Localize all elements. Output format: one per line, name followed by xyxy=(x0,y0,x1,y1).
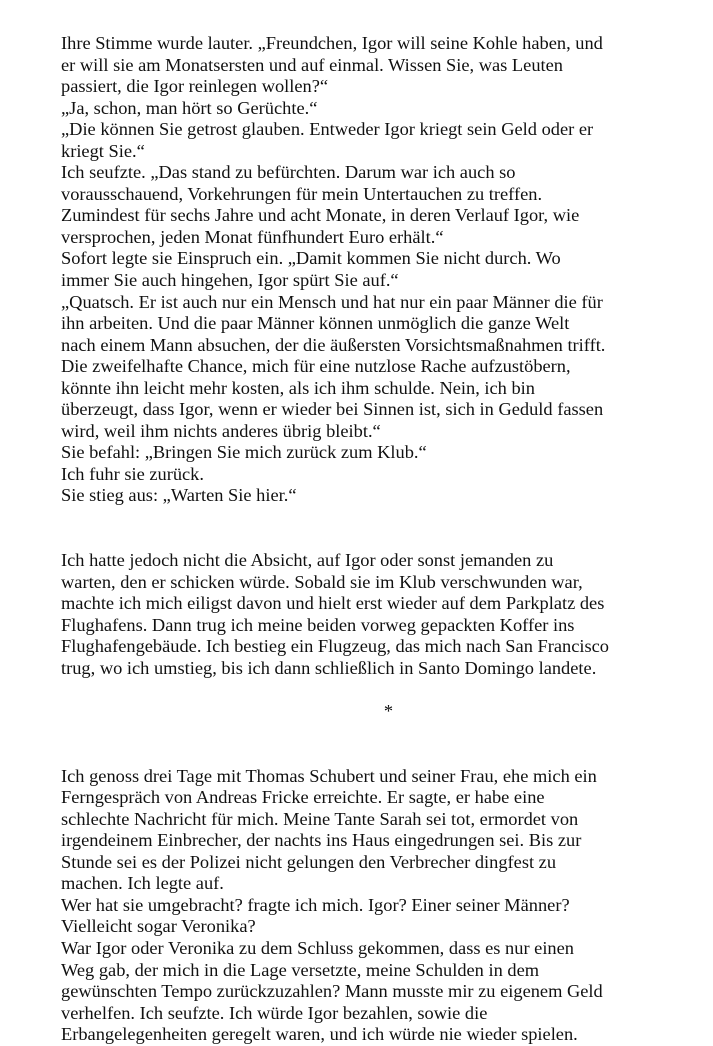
text-line: Zumindest für sechs Jahre und acht Monate, in deren Verlauf Igor, wie xyxy=(61,205,580,226)
text-line: „Die können Sie getrost glauben. Entweder Igor kriegt sein Geld oder er xyxy=(61,119,594,140)
paragraph-block-1 xyxy=(61,33,676,507)
text-line: nach einem Mann absuchen, der die äußersten Vorsichtsmaßnahmen trifft. xyxy=(61,334,606,355)
text-line: gewünschten Tempo zurückzuzahlen? Mann musste mir zu eigenem Geld xyxy=(61,981,603,1002)
text-line: Sofort legte sie Einspruch ein. „Damit kommen Sie nicht durch. Wo xyxy=(61,248,561,269)
text-line: Die zweifelhafte Chance, mich für eine nutzlose Rache aufzustöbern, xyxy=(61,356,571,377)
text-line: „Ja, schon, man hört so Gerüchte.“ xyxy=(61,97,318,118)
text-line: Weg gab, der mich in die Lage versetzte, meine Schulden in dem xyxy=(61,959,540,980)
text-line: Ihre Stimme wurde lauter. „Freundchen, Igor will seine Kohle haben, und xyxy=(61,33,603,53)
text-line: Ferngespräch von Andreas Fricke erreichte. Er sagte, er habe eine xyxy=(61,787,545,808)
text-line: trug, wo ich umstieg, bis ich dann schließlich in Santo Domingo landete. xyxy=(61,657,597,678)
section-separator: * xyxy=(383,700,394,721)
text-line: Flughafens. Dann trug ich meine beiden vorweg gepackten Koffer ins xyxy=(61,614,575,635)
text-line: immer Sie auch hingehen, Igor spürt Sie auf.“ xyxy=(61,270,399,291)
text-line: warten, den er schicken würde. Sobald sie im Klub verschwunden war, xyxy=(61,571,583,592)
paragraph-block-2 xyxy=(61,550,676,679)
text-line: Stunde sei es der Polizei nicht gelungen den Verbrecher dingfest zu xyxy=(61,851,557,872)
text-line: Vielleicht sogar Veronika? xyxy=(61,916,256,937)
text-line: Ich fuhr sie zurück. xyxy=(61,463,204,484)
paragraph-gap xyxy=(61,507,676,550)
document-page xyxy=(61,33,676,1046)
text-line: kriegt Sie.“ xyxy=(61,140,145,161)
text-line: er will sie am Monatsersten und auf einmal. Wissen Sie, was Leuten xyxy=(61,54,563,75)
text-line: vorausschauend, Vorkehrungen für mein Untertauchen zu treffen. xyxy=(61,183,543,204)
text-line: „Quatsch. Er ist auch nur ein Mensch und hat nur ein paar Männer die für xyxy=(61,291,603,312)
text-line: Sie stieg aus: „Warten Sie hier.“ xyxy=(61,485,297,506)
text-line: Erbangelegenheiten geregelt waren, und ich würde nie wieder spielen. xyxy=(61,1024,578,1045)
text-line: wird, weil ihm nichts anderes übrig bleibt.“ xyxy=(61,420,381,441)
text-line: Wer hat sie umgebracht? fragte ich mich. Igor? Einer seiner Männer? xyxy=(61,894,570,915)
text-line: Flughafengebäude. Ich bestieg ein Flugzeug, das mich nach San Francisco xyxy=(61,636,609,657)
text-line: Ich seufzte. „Das stand zu befürchten. Darum war ich auch so xyxy=(61,162,516,183)
text-line: Sie befahl: „Bringen Sie mich zurück zum Klub.“ xyxy=(61,442,427,463)
text-line: könnte ihn leicht mehr kosten, als ich ihm schulde. Nein, ich bin xyxy=(61,377,535,398)
text-line: machen. Ich legte auf. xyxy=(61,873,224,894)
separator-gap-bottom xyxy=(61,723,676,766)
text-line: Ich hatte jedoch nicht die Absicht, auf Igor oder sonst jemanden zu xyxy=(61,550,554,571)
text-line: Ich genoss drei Tage mit Thomas Schubert und seiner Frau, ehe mich ein xyxy=(61,765,597,786)
paragraph-block-3 xyxy=(61,766,676,1046)
text-line: verhelfen. Ich seufzte. Ich würde Igor bezahlen, sowie die xyxy=(61,1002,488,1023)
text-line: schlechte Nachricht für mich. Meine Tante Sarah sei tot, ermordet von xyxy=(61,808,579,829)
text-line: War Igor oder Veronika zu dem Schluss gekommen, dass es nur einen xyxy=(61,937,574,958)
text-line: passiert, die Igor reinlegen wollen?“ xyxy=(61,76,329,97)
text-line: irgendeinem Einbrecher, der nachts ins Haus eingedrungen sei. Bis zur xyxy=(61,830,582,851)
text-line: überzeugt, dass Igor, wenn er wieder bei Sinnen ist, sich in Geduld fassen xyxy=(61,399,604,420)
separator-gap-top xyxy=(61,679,676,701)
text-line: machte ich mich eiligst davon und hielt erst wieder auf dem Parkplatz des xyxy=(61,593,605,614)
text-line: ihn arbeiten. Und die paar Männer können unmöglich die ganze Welt xyxy=(61,313,570,334)
text-line: versprochen, jeden Monat fünfhundert Euro erhält.“ xyxy=(61,226,444,247)
